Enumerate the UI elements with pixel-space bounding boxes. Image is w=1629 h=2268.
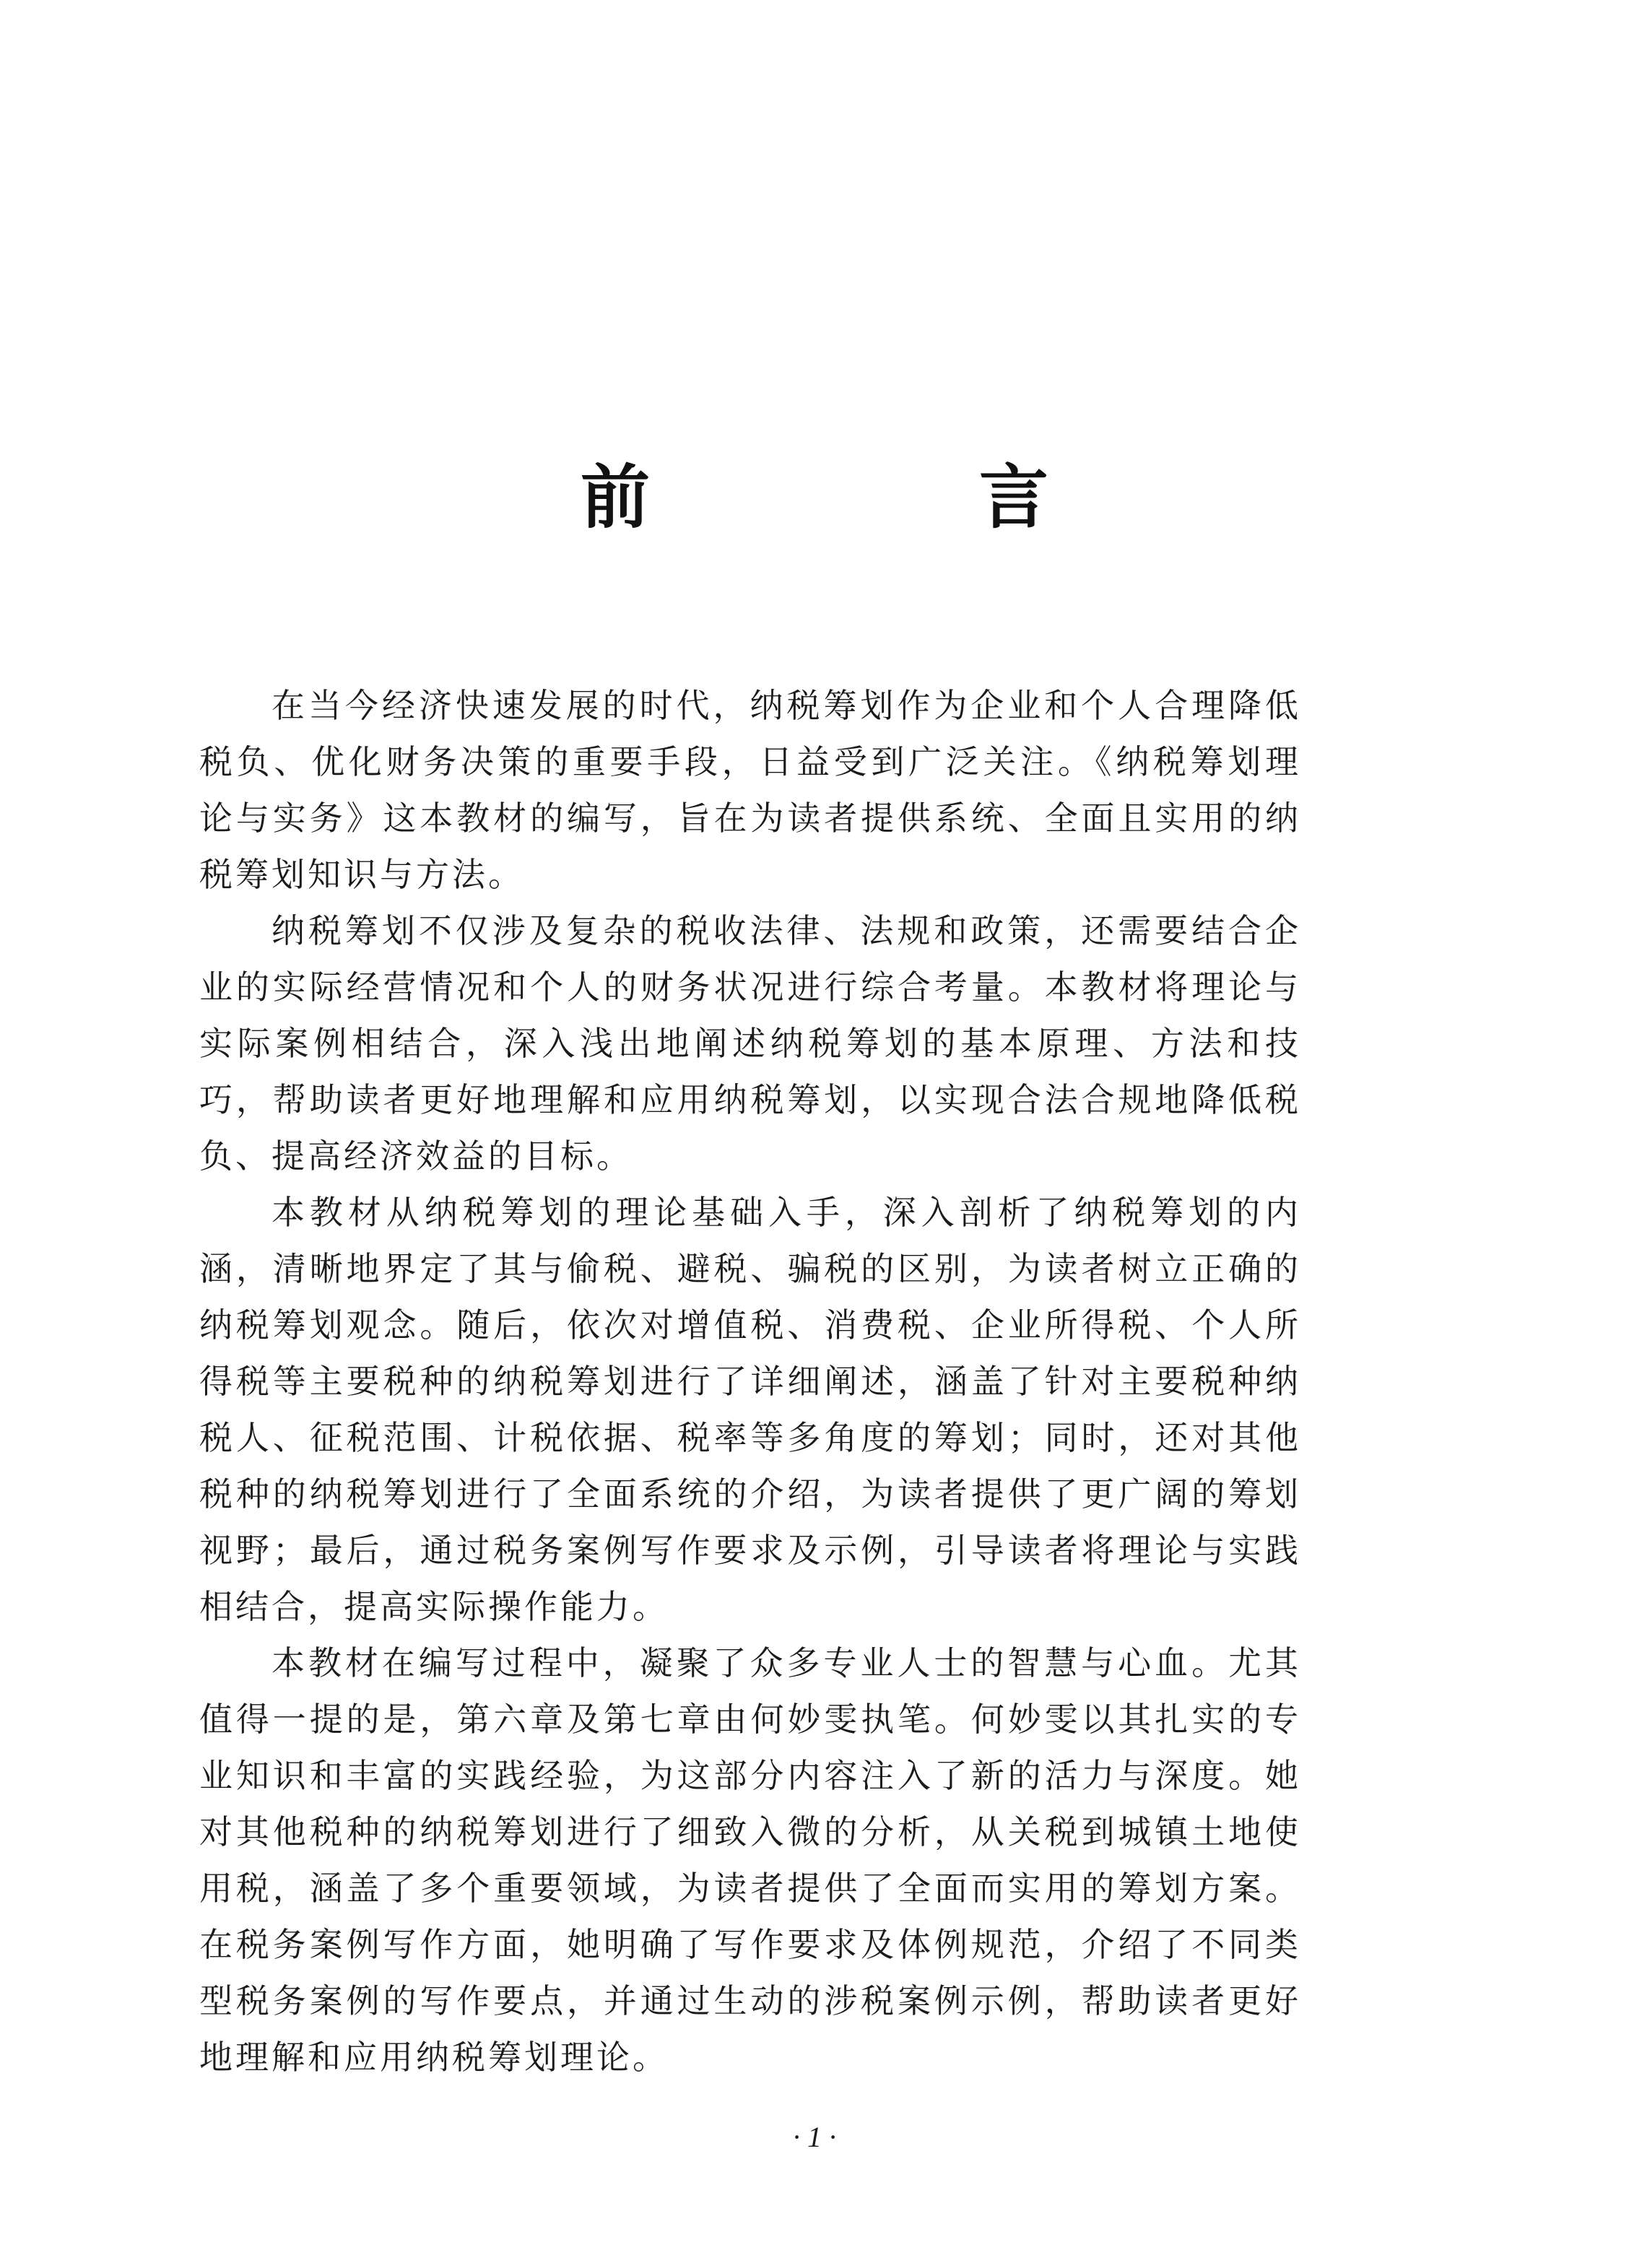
preface-body	[199, 677, 1301, 2085]
paragraph-1: 在当今经济快速发展的时代，纳税筹划作为企业和个人合理降低税负、优化财务决策的重要手段，日益受到广泛关注。《纳税筹划理论与实务》这本教材的编写，旨在为读者提供系统、全面且实用的纳税筹划知识与方法。	[199, 686, 1301, 894]
paragraph-4: 本教材在编写过程中，凝聚了众多专业人士的智慧与心血。尤其值得一提的是，第六章及第七章由何妙雯执笔。何妙雯以其扎实的专业知识和丰富的实践经验，为这部分内容注入了新的活力与深度。她对其他税种的纳税筹划进行了细致入微的分析，从关税到城镇土地使用税，涵盖了多个重要领域，为读者提供了全面而实用的筹划方案。在税务案例写作方面，她明确了写作要求及体例规范，介绍了不同类型税务案例的写作要点，并通过生动的涉税案例示例，帮助读者更好地理解和应用纳税筹划理论。	[199, 1643, 1301, 2077]
page-title: 前 言	[581, 457, 1178, 539]
paragraph-3: 本教材从纳税筹划的理论基础入手，深入剖析了纳税筹划的内涵，清晰地界定了其与偷税、避税、骗税的区别，为读者树立正确的纳税筹划观念。随后，依次对增值税、消费税、企业所得税、个人所得税等主要税种的纳税筹划进行了详细阐述，涵盖了针对主要税种纳税人、征税范围、计税依据、税率等多角度的筹划；同时，还对其他税种的纳税筹划进行了全面系统的介绍，为读者提供了更广阔的筹划视野；最后，通过税务案例写作要求及示例，引导读者将理论与实践相结合，提高实际操作能力。	[199, 1193, 1301, 1626]
paragraph-2: 纳税筹划不仅涉及复杂的税收法律、法规和政策，还需要结合企业的实际经营情况和个人的财务状况进行综合考量。本教材将理论与实际案例相结合，深入浅出地阐述纳税筹划的基本原理、方法和技巧，帮助读者更好地理解和应用纳税筹划，以实现合法合规地降低税负、提高经济效益的目标。	[199, 911, 1301, 1176]
page-number: · 1 ·	[793, 2121, 836, 2153]
